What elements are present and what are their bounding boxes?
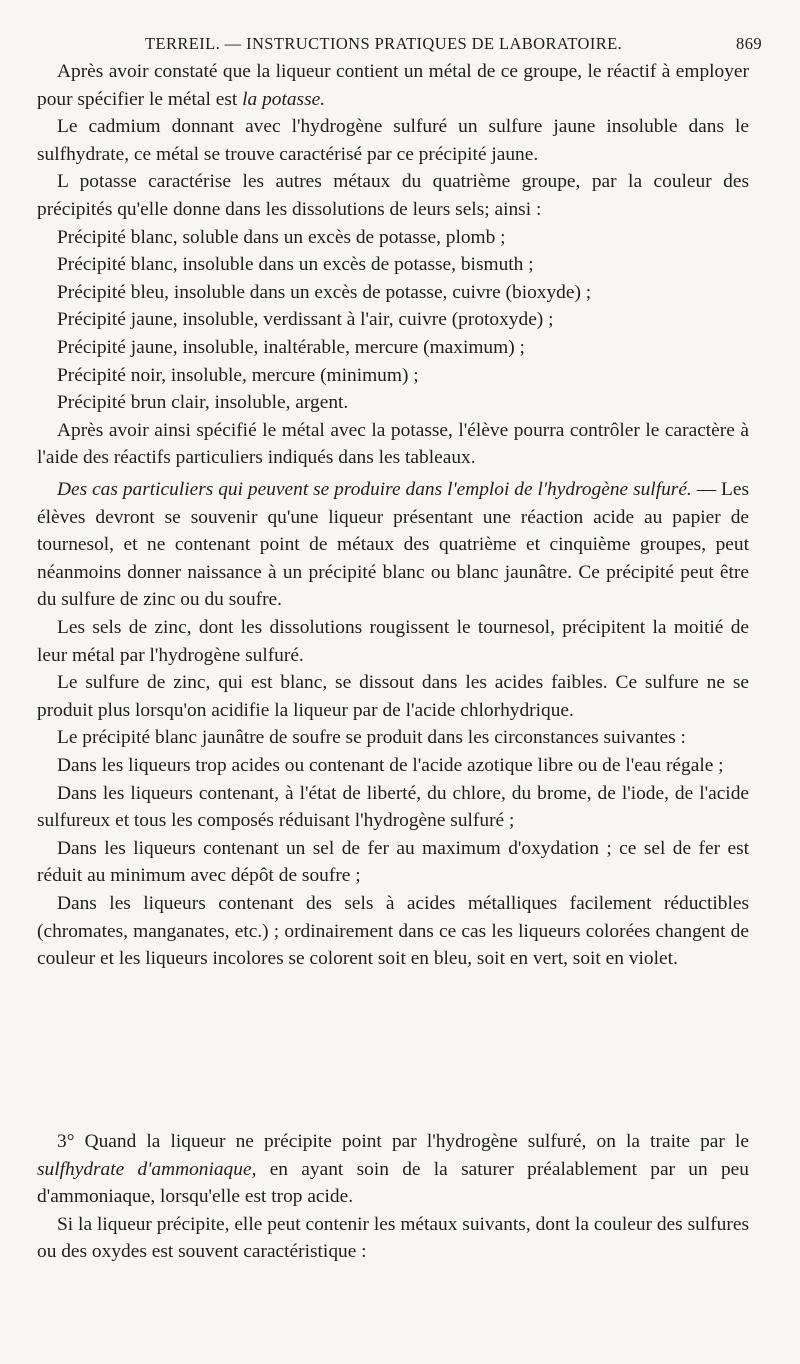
list-item: Précipité jaune, insoluble, verdissant à l'air, cuivre (protoxyde) ; (57, 309, 554, 331)
paragraph: Dans les liqueurs contenant des sels à acides métalliques facilement réductibles (chromates, manganates, etc.) ; ordinairement dans ce cas les liqueurs colorées changent de couleur et les liqueurs incolores se colorent soit en bleu, soit en vert, soit en violet. (37, 892, 749, 970)
list-item: Précipité blanc, soluble dans un excès de potasse, plomb ; (57, 226, 506, 248)
page-number: 869 (736, 34, 762, 53)
paragraph-text: — Les élèves devront se souvenir qu'une liqueur présentant une réaction acide au papier de tournesol, et ne contenant point de métaux des quatrième et cinquième groupes, peut néanmoins donner naissance à un précipité blanc ou blanc jaunâtre. Ce précipité peut être du sulfure de zinc ou du soufre. (37, 479, 749, 611)
paragraph: Si la liqueur précipite, elle peut contenir les métaux suivants, dont la couleur des sulfures ou des oxydes est souvent caractéristique : (37, 1213, 749, 1263)
particular-cases-section (37, 476, 749, 973)
page-header (40, 34, 762, 60)
section-heading-paragraph (37, 476, 749, 614)
paragraph: Dans les liqueurs trop acides ou contenant de l'acide azotique libre ou de l'eau régale ; (57, 754, 724, 776)
paragraph: Le sulfure de zinc, qui est blanc, se dissout dans les acides faibles. Ce sulfure ne se produit plus lorsqu'on acidifie la liqueur par de l'acide chlorhydrique. (37, 672, 749, 721)
sulfhydrate-section (37, 1128, 749, 1266)
list-item: Précipité bleu, insoluble dans un excès de potasse, cuivre (bioxyde) ; (57, 281, 592, 303)
paragraph (37, 1128, 749, 1211)
paragraph-text: Après avoir constaté que la liqueur contient un métal de ce groupe, le réactif à employer pour spécifier le métal est (37, 61, 749, 110)
paragraph: Le précipité blanc jaunâtre de soufre se produit dans les circonstances suivantes : (57, 727, 686, 749)
paragraph-text: , en ayant soin de la saturer préalablement par un peu d'ammoniaque, lorsqu'elle est trop acide. (37, 1158, 749, 1208)
section-heading: Des cas particuliers qui peuvent se produire dans l'emploi de l'hydrogène sulfuré. (57, 479, 692, 500)
list-item: Précipité noir, insoluble, mercure (minimum) ; (57, 364, 419, 386)
running-title: TERREIL. — INSTRUCTIONS PRATIQUES DE LABORATOIRE. (145, 34, 623, 53)
paragraph: Le cadmium donnant avec l'hydrogène sulfuré un sulfure jaune insoluble dans le sulfhydrate, ce métal se trouve caractérisé par ce précipité jaune. (37, 116, 749, 165)
paragraph-text: 3° Quand la liqueur ne précipite point par l'hydrogène sulfuré, on la traite par le (57, 1131, 749, 1152)
list-item: Précipité jaune, insoluble, inaltérable, mercure (maximum) ; (57, 336, 525, 358)
paragraph: L potasse caractérise les autres métaux du quatrième groupe, par la couleur des précipités qu'elle donne dans les dissolutions de leurs sels; ainsi : (37, 171, 749, 220)
paragraph: Les sels de zinc, dont les dissolutions rougissent le tournesol, précipitent la moitié de leur métal par l'hydrogène sulfuré. (37, 616, 749, 666)
emphasis-text: la potasse. (242, 88, 326, 110)
paragraph (37, 58, 749, 113)
list-item: Précipité brun clair, insoluble, argent. (57, 392, 349, 414)
paragraph: Dans les liqueurs contenant, à l'état de liberté, du chlore, du brome, de l'iode, de l'acide sulfureux et tous les composés réduisant l'hydrogène sulfuré ; (37, 782, 749, 832)
paragraph: Après avoir ainsi spécifié le métal avec la potasse, l'élève pourra contrôler le caractère à l'aide des réactifs particuliers indiqués dans les tableaux. (37, 419, 749, 469)
emphasis-text: sulfhydrate d'ammoniaque (37, 1158, 252, 1180)
list-item: Précipité blanc, insoluble dans un excès de potasse, bismuth ; (57, 254, 534, 276)
paragraph: Dans les liqueurs contenant un sel de fer au maximum d'oxydation ; ce sel de fer est réduit au minimum avec dépôt de soufre ; (37, 837, 749, 887)
potasse-section (37, 58, 749, 472)
